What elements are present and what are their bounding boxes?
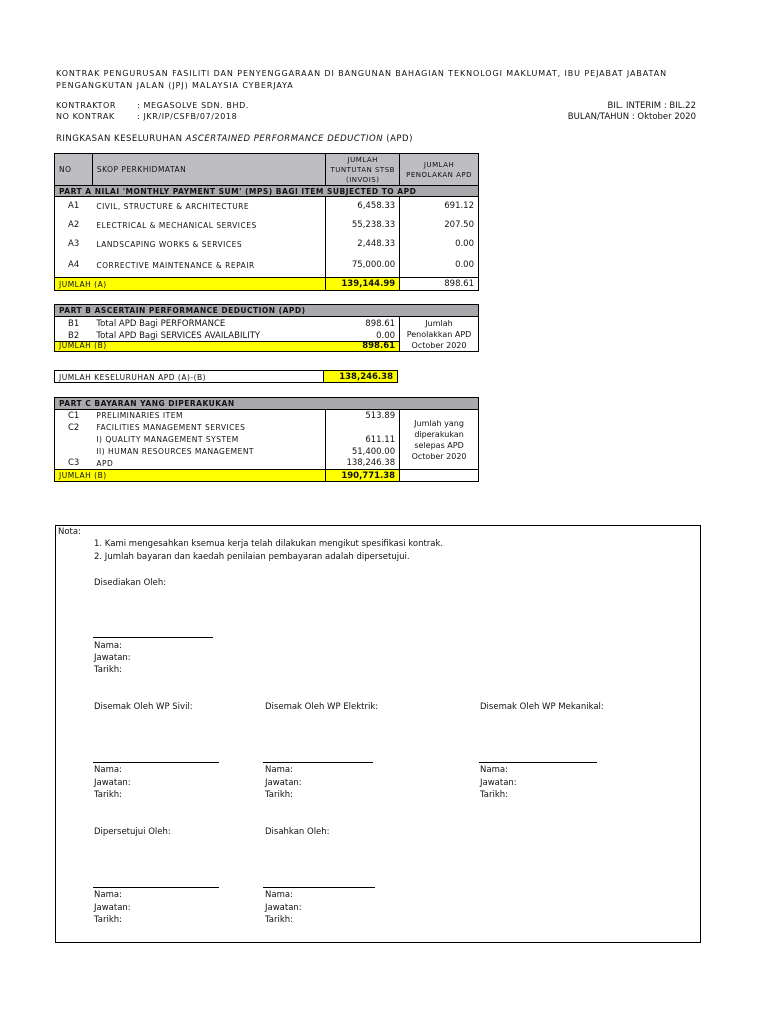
ringkasan-suffix: (APD) [386,134,413,144]
row-value: 898.61 [365,318,396,329]
note-line: diperakukan [414,429,464,439]
row-no: C2 [55,422,93,434]
total-b-value: 898.61 [362,341,396,351]
col-skop: SKOP PERKHIDMATAN [92,154,325,186]
disemak-elektrik-label: Disemak Oleh WP Elektrik: [265,702,379,712]
row-tuntutan: 2,448.33 [326,235,400,254]
jumlah-keseluruhan-label: JUMLAH KESELURUHAN APD (A)-(B) [54,370,324,383]
row-penolakan: 0.00 [400,254,479,278]
row-value: 513.89 [326,410,400,422]
tarikh-label: Tarikh: [265,790,294,800]
part-b-note [400,317,479,352]
row-value: 51,400.00 [326,446,400,458]
row-skop: CORRECTIVE MAINTENANCE & REPAIR [96,260,255,270]
note-line: Jumlah yang [414,418,464,428]
nota-line-2: 2. Jumlah bayaran dan kaedah penilaian pembayaran adalah dipersetujui. [94,552,410,562]
row-desc: FACILITIES MANAGEMENT SERVICES [96,423,246,432]
jawatan-label: Jawatan: [265,778,302,788]
disemak-mekanikal-label: Disemak Oleh WP Mekanikal: [480,702,604,712]
no-kontrak-label: NO KONTRAK [56,112,115,121]
document-title: KONTRAK PENGURUSAN FASILITI DAN PENYENGGARAAN DI BANGUNAN BAHAGIAN TEKNOLOGI MAKLUMAT, IBU PEJABAT JABATAN PENGANGKUTAN JALAN (JPJ) MALAYSIA CYBERJAYA [56,69,667,90]
ringkasan-heading [56,134,413,144]
table-row [55,216,479,235]
disahkan-label: Disahkan Oleh: [265,827,330,837]
table-part-c [54,397,479,482]
row-tuntutan: 75,000.00 [326,254,400,278]
tarikh-label: Tarikh: [94,915,123,925]
row-value [326,422,400,434]
row-tuntutan: 6,458.33 [326,197,400,216]
col-tuntutan: JUMLAH TUNTUTAN STSB (INVOIS) [326,154,400,186]
jawatan-label: Jawatan: [94,903,131,913]
disemak-sivil-label: Disemak Oleh WP Sivil: [94,702,193,712]
total-c-empty [400,470,479,482]
row-no [55,434,93,446]
part-c-note [400,410,479,470]
signature-line [93,637,213,638]
signature-line [93,762,219,763]
signature-line [263,887,375,888]
total-a-label: JUMLAH (A) [55,278,326,291]
note-line: Penolakkan APD [406,329,472,339]
jawatan-label: Jawatan: [94,778,131,788]
ringkasan-prefix: RINGKASAN KESELURUHAN [56,134,183,144]
row-desc: APD [96,458,114,468]
row-no: B2 [55,331,93,342]
row-no: A1 [55,197,93,216]
row-no: C1 [55,410,93,422]
jawatan-label: Jawatan: [480,778,517,788]
nota-line-1: 1. Kami mengesahkan ksemua kerja telah dilakukan mengikut spesifikasi kontrak. [94,539,444,549]
row-no: B1 [55,317,93,331]
section-part-a: PART A NILAI 'MONTHLY PAYMENT SUM' (MPS) BAGI ITEM SUBJECTED TO APD [55,186,479,197]
total-c-label: JUMLAH (B) [55,470,326,482]
signature-line [263,762,373,763]
row-penolakan: 0.00 [400,235,479,254]
row-skop: LANDSCAPING WORKS & SERVICES [96,239,243,249]
col-no: NO [55,154,93,186]
row-no: A4 [55,254,93,278]
row-desc: Total APD Bagi SERVICES AVAILABILITY [96,330,261,341]
row-tuntutan: 55,238.33 [326,216,400,235]
kontraktor-value: : MEGASOLVE SDN. BHD. [137,101,250,110]
section-part-b: PART B ASCERTAIN PERFORMANCE DEDUCTION (APD) [55,305,479,317]
row-no [55,446,93,458]
nama-label: Nama: [480,765,508,775]
row-no: C3 [55,458,93,470]
jawatan-label: Jawatan: [94,653,131,663]
no-kontrak-value: : JKR/IP/CSFB/07/2018 [137,112,238,121]
col-penolakan: JUMLAH PENOLAKAN APD [400,154,479,186]
row-desc: I) QUALITY MANAGEMENT SYSTEM [96,435,239,444]
signature-line [479,762,597,763]
table-part-a [54,153,479,291]
nama-label: Nama: [94,890,122,900]
table-part-b [54,304,479,352]
note-line: October 2020 [411,451,467,461]
row-value: 0.00 [376,330,396,341]
table-row [55,197,479,216]
row-no: A3 [55,235,93,254]
total-a-tuntutan: 139,144.99 [326,278,400,291]
note-line: Jumlah [425,318,453,328]
total-b-label: JUMLAH (B) [59,341,107,350]
ringkasan-italic: ASCERTAINED PERFORMANCE DEDUCTION [185,134,384,144]
bil-interim: BIL. INTERIM : BIL.22 [607,101,696,111]
nama-label: Nama: [94,765,122,775]
note-line: October 2020 [411,340,467,350]
tarikh-label: Tarikh: [480,790,509,800]
dipersetujui-label: Dipersetujui Oleh: [94,827,171,837]
row-penolakan: 207.50 [400,216,479,235]
jawatan-label: Jawatan: [265,903,302,913]
section-part-c: PART C BAYARAN YANG DIPERAKUKAN [55,398,479,410]
table-row [55,235,479,254]
nama-label: Nama: [94,641,122,651]
total-a-penolakan: 898.61 [400,278,479,291]
row-desc: PRELIMINARIES ITEM [96,411,183,421]
disediakan-label: Disediakan Oleh: [94,578,167,588]
nota-label: Nota: [58,527,81,537]
row-penolakan: 691.12 [400,197,479,216]
row-skop: CIVIL, STRUCTURE & ARCHITECTURE [96,201,250,211]
bulan-tahun: BULAN/TAHUN : Oktober 2020 [567,112,696,122]
note-line: selepas APD [414,440,464,450]
row-desc: II) HUMAN RESOURCES MANAGEMENT [96,447,255,456]
tarikh-label: Tarikh: [265,915,294,925]
signature-line [93,887,219,888]
total-c-value: 190,771.38 [326,470,400,482]
row-value: 611.11 [326,434,400,446]
table-row [55,254,479,278]
kontraktor-label: KONTRAKTOR [56,101,117,110]
row-skop: ELECTRICAL & MECHANICAL SERVICES [96,220,257,230]
nama-label: Nama: [265,890,293,900]
nama-label: Nama: [265,765,293,775]
tarikh-label: Tarikh: [94,665,123,675]
row-desc: Total APD Bagi PERFORMANCE [96,318,226,329]
jumlah-keseluruhan-value: 138,246.38 [324,370,398,383]
row-no: A2 [55,216,93,235]
tarikh-label: Tarikh: [94,790,123,800]
total-b-row [55,342,400,352]
row-value: 138,246.38 [326,458,400,470]
